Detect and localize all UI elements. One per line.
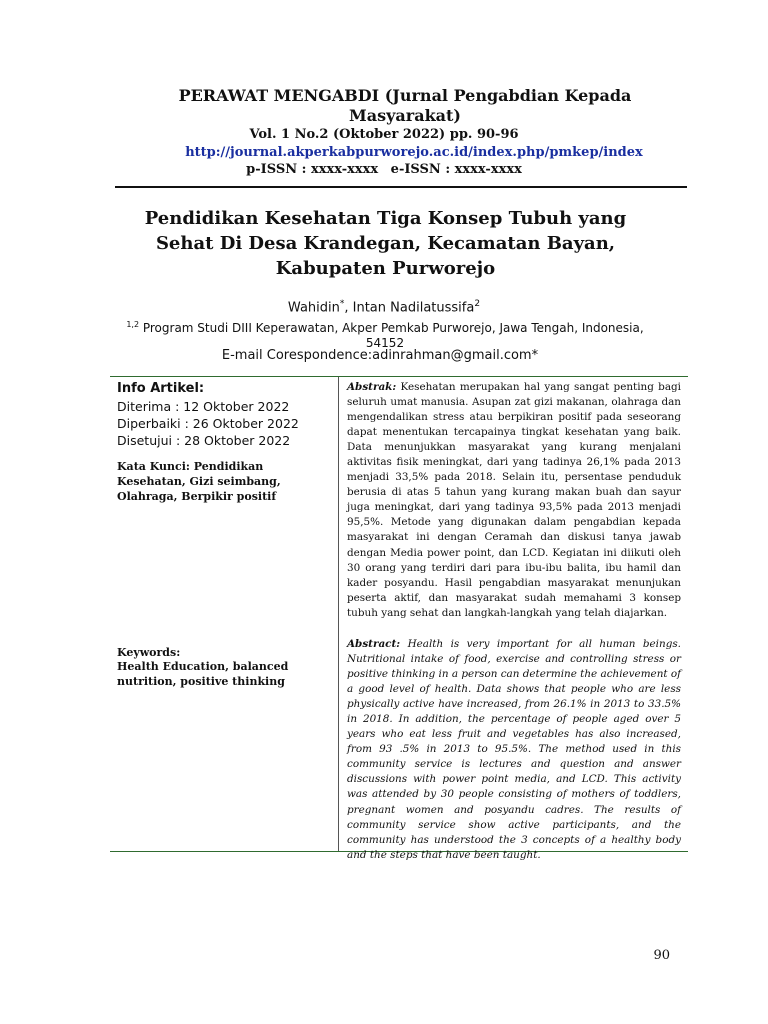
abstract-lead: Abstract: xyxy=(347,638,401,650)
column-divider xyxy=(338,377,339,851)
author-2-mark: 2 xyxy=(474,299,481,309)
correspondence-email: E-mail Corespondence:adinrahman@gmail.com* xyxy=(221,348,539,363)
author-separator: , xyxy=(344,300,353,316)
date-accepted: Disetujui : 28 Oktober 2022 xyxy=(117,433,291,448)
abstract-english xyxy=(347,637,681,863)
article-info-title: Info Artikel: xyxy=(117,381,205,396)
abstract-text: Health is very important for all human beings. Nutritional intake of food, exercise and controlling stress or positive thinking in a person can determine the achievement of a good level of health. Data shows that people who are less physically active have increased, from 26.1% in 2013 to 33.5% in 2018. In addition, the percentage of people aged over 5 years who eat less fruit and vegetables has also increased, from 93 .5% in 2013 to 95.5%. The method used in this community service is lectures and question and answer discussions with power point media, and LCD. This activity was attended by 30 people consisting of mothers of toddlers, pregnant women and posyandu cadres. The results of community service show active participants, and the community has understood the 3 concepts of a healthy body and the steps that have been taught. xyxy=(347,638,681,861)
page-number: 90 xyxy=(653,948,670,963)
journal-title: PERAWAT MENGABDI (Jurnal Pengabdian Kepada Masyarakat) xyxy=(178,86,632,125)
abstrak-text: Kesehatan merupakan hal yang sangat penting bagi seluruh umat manusia. Asupan zat gizi makanan, olahraga dan mengendalikan stress atau berpikiran positif pada seseorang dapat menentukan tercapainya tingkat kesehatan yang baik. Data menunjukkan masyarakat yang kurang menjalani aktivitas fisik meningkat, dari yang tadinya 26,1% pada 2013 menjadi 33,5% pada 2018. Selain itu, persentase penduduk berusia di atas 5 tahun yang kurang makan buah dan sayur juga meningkat, dari yang tadinya 93,5% pada 2013 menjadi 95,5%. Metode yang digunakan dalam pengabdian kepada masyarakat ini dengan Ceramah dan diskusi tanya jawab dengan Media power point, dan LCD. Kegiatan ini diikuti oleh 30 orang yang terdiri dari para ibu-ibu balita, ibu hamil dan kader posyandu. Hasil pengabdian masyarakat menunjukan peserta aktif, dan masyarakat sudah memahami 3 konsep tubuh yang sehat dan langkah-langkah yang telah diajarkan. xyxy=(347,381,681,619)
author-1-mark: * xyxy=(339,299,345,309)
author-2: Intan Nadilatussifa xyxy=(352,300,475,316)
e-issn: e-ISSN : xxxx-xxxx xyxy=(390,162,522,177)
article-dates xyxy=(117,398,335,449)
abstrak-indonesian xyxy=(347,380,681,621)
keywords-label: Keywords: xyxy=(117,646,181,659)
date-revised: Diperbaiki : 26 Oktober 2022 xyxy=(117,416,299,431)
p-issn: p-ISSN : xxxx-xxxx xyxy=(246,162,379,177)
journal-url-link[interactable]: http://journal.akperkabpurworejo.ac.id/index.php/pmkep/index xyxy=(185,145,643,160)
paper-title: Pendidikan Kesehatan Tiga Konsep Tubuh yang Sehat Di Desa Krandegan, Kecamatan Bayan, Kabupaten Purworejo xyxy=(144,208,627,279)
affiliation-text: Program Studi DIII Keperawatan, Akper Pemkab Purworejo, Jawa Tengah, Indonesia, 54152 xyxy=(139,321,644,350)
date-received: Diterima : 12 Oktober 2022 xyxy=(117,399,290,414)
affiliation xyxy=(115,317,655,351)
author-1: Wahidin xyxy=(287,300,340,316)
affiliation-mark: 1,2 xyxy=(126,320,140,329)
authors xyxy=(150,296,618,316)
kata-kunci: Kata Kunci: Pendidikan Kesehatan, Gizi seimbang, Olahraga, Berpikir positif xyxy=(117,460,281,503)
abstrak-lead: Abstrak: xyxy=(347,381,397,393)
issn-line xyxy=(100,162,668,178)
info-top-rule xyxy=(110,376,688,377)
header-divider xyxy=(115,186,687,188)
volume-info: Vol. 1 No.2 (Oktober 2022) pp. 90-96 xyxy=(249,127,519,142)
keywords-list: Health Education, balanced nutrition, positive thinking xyxy=(117,660,289,688)
